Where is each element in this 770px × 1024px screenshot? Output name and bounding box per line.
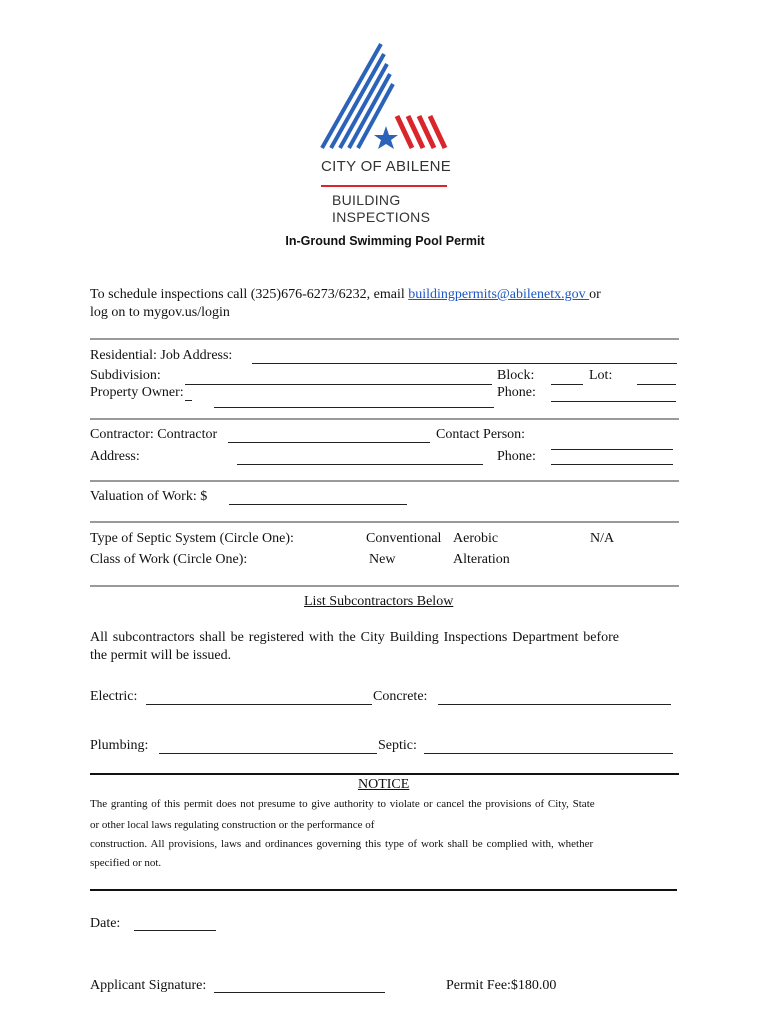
contractor-label: Contractor: Contractor (90, 427, 218, 442)
subdivision-field[interactable] (185, 384, 492, 385)
property-owner-field[interactable] (214, 407, 494, 408)
electric-label: Electric: (90, 689, 138, 704)
section-divider (90, 521, 679, 523)
lot-label: Lot: (589, 368, 613, 383)
contact-person-field[interactable] (551, 449, 673, 450)
valuation-label: Valuation of Work: $ (90, 489, 208, 504)
signature-label: Applicant Signature: (90, 978, 207, 993)
notice-heading: NOTICE (358, 777, 410, 792)
date-label: Date: (90, 916, 121, 931)
subcontractors-note: All subcontractors shall be registered with the City Building Inspections Department before (90, 630, 619, 645)
plumbing-field[interactable] (159, 753, 377, 754)
septic-option-na[interactable]: N/A (590, 531, 615, 546)
property-owner-line-stub (185, 400, 192, 401)
contractor-phone-label: Phone: (497, 449, 536, 464)
logo-divider (321, 185, 447, 187)
septic-contractor-label: Septic: (378, 738, 417, 753)
logo-org-name: CITY OF ABILENE (321, 158, 452, 175)
block-field[interactable] (551, 384, 583, 385)
section-divider (90, 480, 679, 482)
email-link[interactable]: buildingpermits@abilenetx.gov (408, 287, 590, 302)
septic-option-aerobic[interactable]: Aerobic (453, 531, 499, 546)
notice-bottom-divider (90, 889, 677, 891)
class-of-work-label: Class of Work (Circle One): (90, 552, 248, 567)
job-address-label: Residential: Job Address: (90, 348, 233, 363)
block-label: Block: (497, 368, 535, 383)
section-divider (90, 418, 679, 420)
lot-field[interactable] (637, 384, 676, 385)
intro-line1 (90, 287, 601, 303)
owner-phone-label: Phone: (497, 385, 536, 400)
subcontractors-heading: List Subcontractors Below (304, 594, 454, 609)
class-option-new[interactable]: New (369, 552, 396, 567)
contractor-field[interactable] (228, 442, 430, 443)
class-option-alteration[interactable]: Alteration (453, 552, 510, 567)
subdivision-label: Subdivision: (90, 368, 161, 383)
contact-person-label: Contact Person: (436, 427, 526, 442)
valuation-field[interactable] (229, 504, 407, 505)
concrete-field[interactable] (438, 704, 671, 705)
section-divider (90, 338, 679, 340)
notice-line3: construction. All provisions, laws and ordinances governing this type of work shall be complied with, whether (90, 838, 594, 850)
logo-dept-line2: INSPECTIONS (332, 209, 431, 225)
section-divider (90, 585, 679, 587)
property-owner-label: Property Owner: (90, 385, 184, 400)
notice-line4: specified or not. (90, 857, 162, 869)
intro-line2: log on to mygov.us/login (90, 305, 230, 320)
date-field[interactable] (134, 930, 216, 931)
intro-suffix: or (589, 287, 601, 302)
intro-prefix: To schedule inspections call (325)676-6273/6232, email (90, 287, 409, 302)
notice-divider (90, 773, 679, 775)
concrete-label: Concrete: (373, 689, 428, 704)
contractor-address-label: Address: (90, 449, 140, 464)
job-address-field[interactable] (252, 363, 677, 364)
electric-field[interactable] (146, 704, 372, 705)
notice-line1: The granting of this permit does not presume to give authority to violate or cancel the provisions of City, State (90, 798, 595, 810)
contractor-address-field[interactable] (237, 464, 483, 465)
owner-phone-field[interactable] (551, 401, 676, 402)
septic-type-label: Type of Septic System (Circle One): (90, 531, 294, 546)
city-logo-mark (318, 40, 453, 152)
septic-contractor-field[interactable] (424, 753, 673, 754)
septic-option-conventional[interactable]: Conventional (366, 531, 442, 546)
form-title: In-Ground Swimming Pool Permit (285, 234, 485, 248)
contractor-phone-field[interactable] (551, 464, 673, 465)
notice-line2: or other local laws regulating construction or the performance of (90, 819, 375, 831)
logo-dept-line1: BUILDING (332, 192, 401, 208)
subcontractors-note-line2: the permit will be issued. (90, 648, 232, 663)
plumbing-label: Plumbing: (90, 738, 149, 753)
permit-fee: Permit Fee:$180.00 (446, 978, 557, 993)
signature-field[interactable] (214, 992, 385, 993)
